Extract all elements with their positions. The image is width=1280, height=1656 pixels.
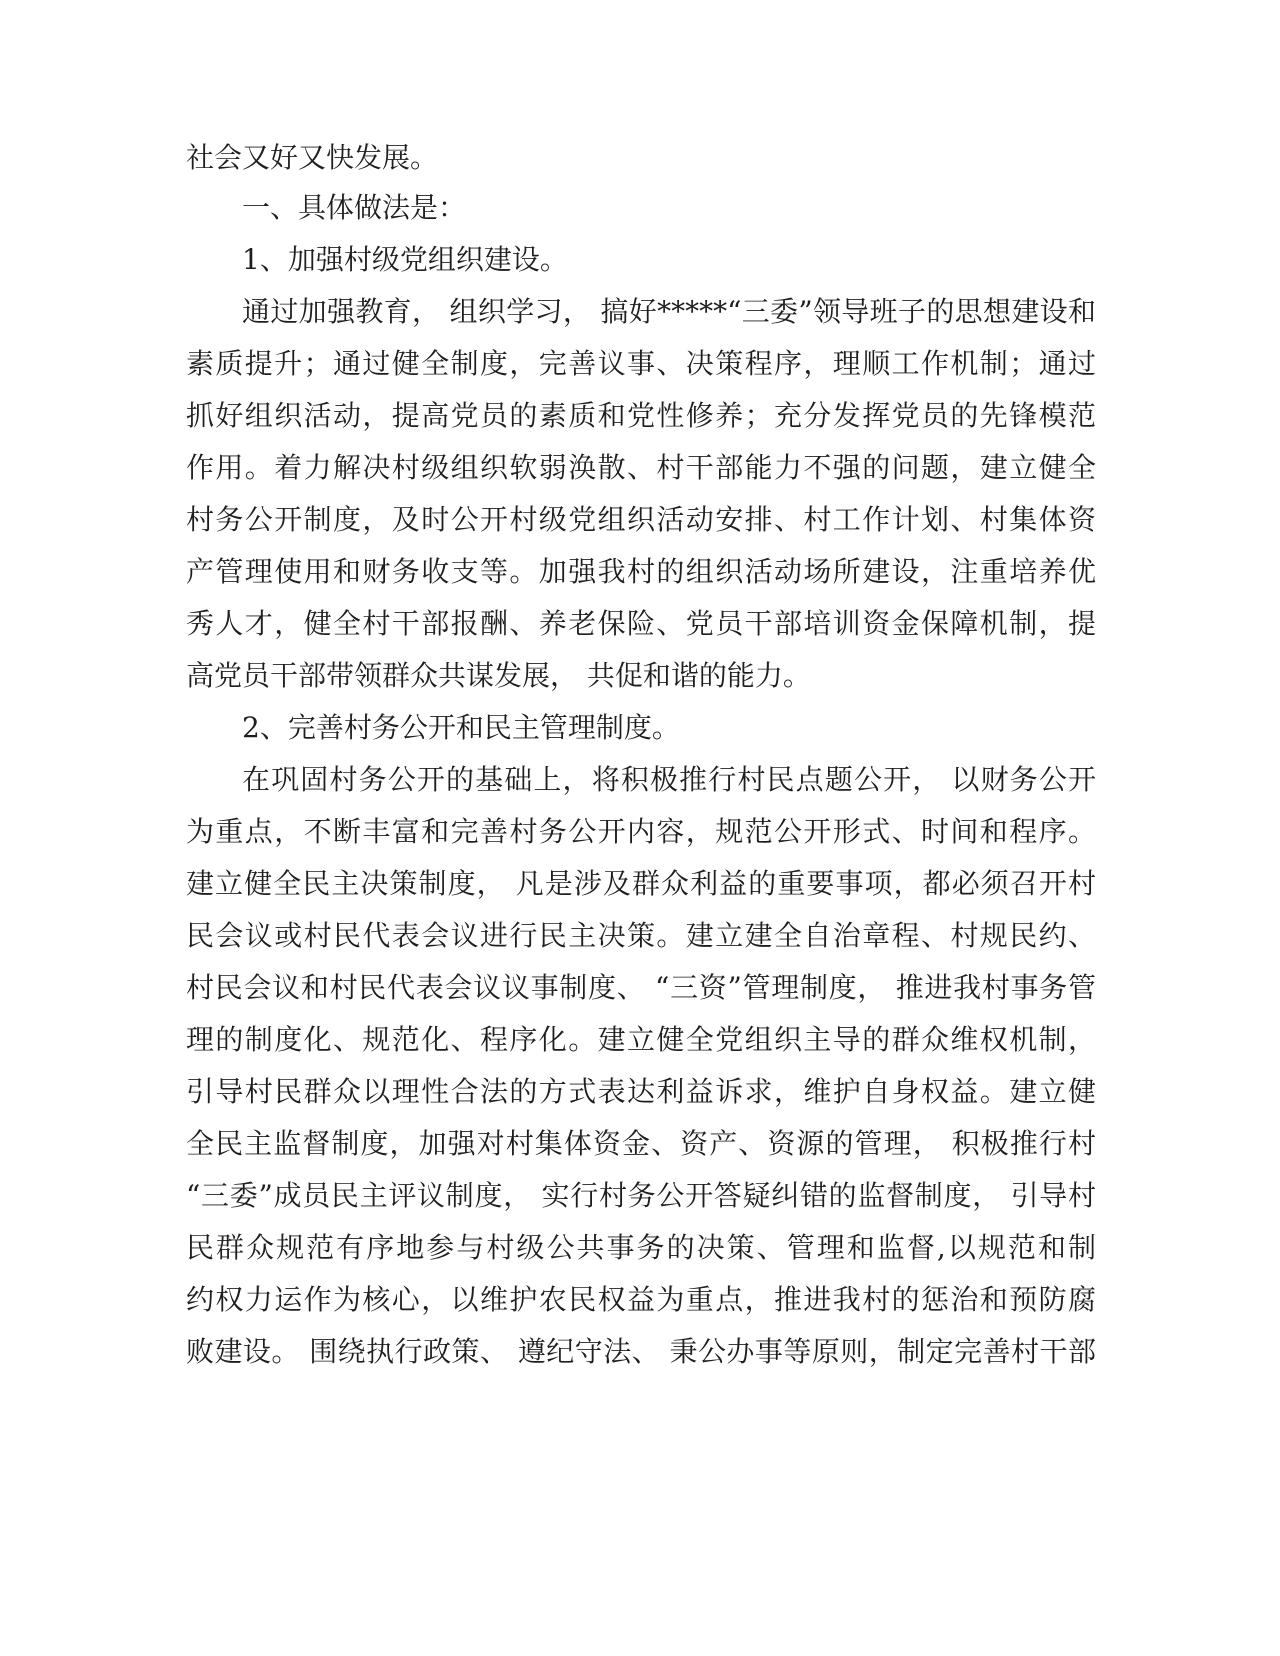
text-line: 秀人才，健全村干部报酬、养老保险、党员干部培训资金保障机制，提 xyxy=(186,607,1096,640)
text-line: 约权力运作为核心，以维护农民权益为重点，推进我村的惩治和预防腐 xyxy=(186,1283,1096,1316)
text-line: 理的制度化、规范化、程序化。建立健全党组织主导的群众维权机制， xyxy=(186,1023,1096,1056)
text-line: 村务公开制度，及时公开村级党组织活动安排、村工作计划、村集体资 xyxy=(186,503,1096,536)
text-line: 产管理使用和财务收支等。加强我村的组织活动场所建设，注重培养优 xyxy=(186,555,1096,588)
text-line: 通过加强教育， 组织学习， 搞好*****“三委”领导班子的思想建设和 xyxy=(242,295,1096,328)
section-heading: 一、具体做法是： xyxy=(242,191,467,224)
text-line: 高党员干部带领群众共谋发展， 共促和谐的能力。 xyxy=(186,659,811,692)
text-line: 败建设。 围绕执行政策、 遵纪守法、 秉公办事等原则，制定完善村干部 xyxy=(186,1335,1096,1368)
text-line: 在巩固村务公开的基础上，将积极推行村民点题公开， 以财务公开 xyxy=(242,763,1096,796)
text-line: “三委”成员民主评议制度， 实行村务公开答疑纠错的监督制度， 引导村 xyxy=(186,1179,1096,1212)
text-line: 全民主监督制度，加强对村集体资金、资产、资源的管理， 积极推行村 xyxy=(186,1127,1096,1160)
text-line: 民会议或村民代表会议进行民主决策。建立建全自治章程、村规民约、 xyxy=(186,919,1096,952)
text-line: 抓好组织活动，提高党员的素质和党性修养；充分发挥党员的先锋模范 xyxy=(186,399,1096,432)
subsection-heading: 1、加强村级党组织建设。 xyxy=(242,243,568,276)
text-line: 引导村民群众以理性合法的方式表达利益诉求，维护自身权益。建立健 xyxy=(186,1075,1096,1108)
text-line: 素质提升；通过健全制度，完善议事、决策程序，理顺工作机制；通过 xyxy=(186,347,1096,380)
text-line: 村民会议和村民代表会议议事制度、 “三资”管理制度， 推进我村事务管 xyxy=(186,971,1096,1004)
text-line: 作用。着力解决村级组织软弱涣散、村干部能力不强的问题，建立健全 xyxy=(186,451,1096,484)
text-line: 为重点，不断丰富和完善村务公开内容，规范公开形式、时间和程序。 xyxy=(186,815,1096,848)
text-line: 建立健全民主决策制度， 凡是涉及群众利益的重要事项，都必须召开村 xyxy=(186,867,1096,900)
text-line: 民群众规范有序地参与村级公共事务的决策、管理和监督,以规范和制 xyxy=(186,1231,1096,1264)
text-line: 社会又好又快发展。 xyxy=(186,141,439,174)
subsection-heading: 2、完善村务公开和民主管理制度。 xyxy=(242,711,680,744)
